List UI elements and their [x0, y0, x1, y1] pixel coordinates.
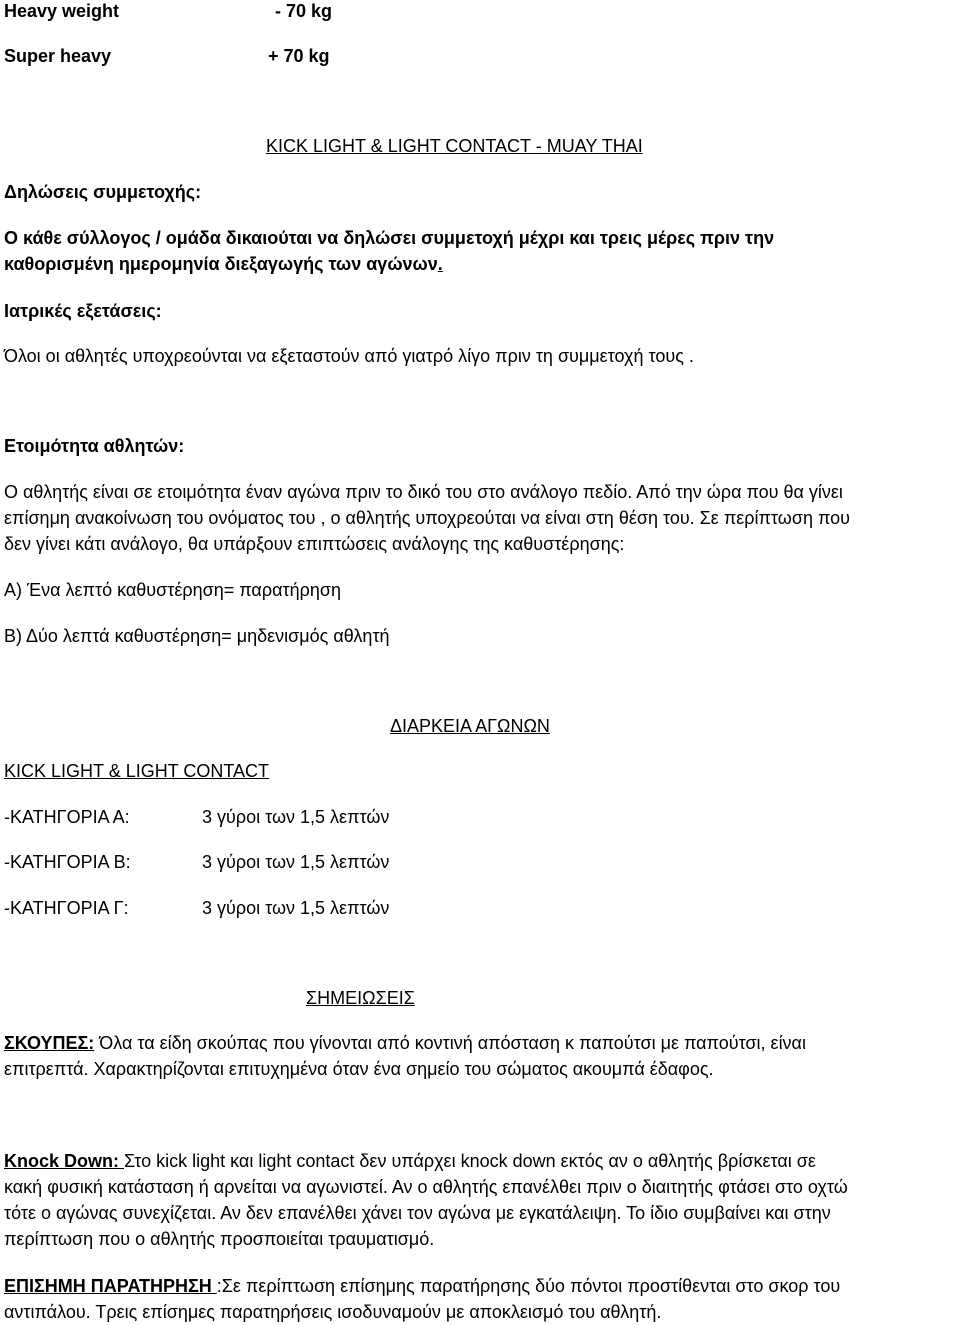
declarations-line-end: .: [437, 254, 443, 274]
official-note-line: [4, 1276, 840, 1296]
knockdown-line: τότε ο αγώνας συνεχίζεται. Αν δεν επανέλθει χάνει τον αγώνα με εγκατάλειψη. Το ίδιο συμβαίνει και στην: [4, 1203, 831, 1223]
section-title: KICK LIGHT & LIGHT CONTACT - MUAY THAI: [266, 136, 643, 156]
category-rounds: 3 γύροι των 1,5 λεπτών: [202, 898, 390, 918]
official-note-label: ΕΠΙΣΗΜΗ ΠΑΡΑΤΗΡΗΣΗ: [4, 1276, 217, 1296]
penalty-item: Β) Δύο λεπτά καθυστέρηση= μηδενισμός αθλητή: [4, 626, 390, 646]
weight-class-label: Super heavy: [4, 46, 112, 66]
weight-class-value: - 70 kg: [275, 1, 333, 21]
medical-heading: Ιατρικές εξετάσεις:: [4, 301, 162, 321]
knockdown-line: περίπτωση που ο αθλητής προσποιείται τραυματισμό.: [4, 1229, 435, 1249]
declarations-line-text: καθορισμένη ημερομηνία διεξαγωγής των αγώνων: [4, 254, 438, 274]
readiness-line: δεν γίνει κάτι ανάλογο, θα υπάρξουν επιπτώσεις ανάλογης της καθυστέρησης:: [4, 534, 625, 554]
weight-class-value: + 70 kg: [268, 46, 330, 66]
knockdown-line: [4, 1151, 816, 1171]
sweeps-text: Όλα τα είδη σκούπας που γίνονται από κοντινή απόσταση κ παπούτσι με παπούτσι, είναι: [94, 1033, 806, 1053]
sweeps-line: [4, 1033, 806, 1053]
category-rounds: 3 γύροι των 1,5 λεπτών: [202, 807, 390, 827]
penalty-item: Α) Ένα λεπτό καθυστέρηση= παρατήρηση: [4, 580, 341, 600]
official-note-text: :Σε περίπτωση επίσημης παρατήρησης δύο πόντοι προστίθενται στο σκορ του: [216, 1276, 841, 1296]
category-label: -ΚΑΤΗΓΟΡΙΑ Α:: [4, 807, 130, 827]
declarations-heading: Δηλώσεις συμμετοχής:: [4, 182, 202, 202]
readiness-line: επίσημη ανακοίνωση του ονόματος του , ο αθλητής υποχρεούται να είναι στη θέση του. Σε περίπτωση που: [4, 508, 850, 528]
sweeps-line: επιτρεπτά. Χαρακτηρίζονται επιτυχημένα όταν ένα σημείο του σώματος ακουμπά έδαφος.: [4, 1059, 714, 1079]
category-label: -ΚΑΤΗΓΟΡΙΑ Β:: [4, 852, 131, 872]
readiness-heading: Ετοιμότητα αθλητών:: [4, 436, 185, 456]
official-note-line: αντιπάλου. Τρεις επίσημες παρατηρήσεις ισοδυναμούν με αποκλεισμό του αθλητή.: [4, 1302, 662, 1322]
duration-subheading: KICK LIGHT & LIGHT CONTACT: [4, 761, 270, 781]
readiness-line: Ο αθλητής είναι σε ετοιμότητα έναν αγώνα πριν το δικό του στο ανάλογο πεδίο. Από την ώρα που θα γίνει: [4, 482, 843, 502]
duration-heading: ΔΙΑΡΚΕΙΑ ΑΓΩΝΩΝ: [390, 716, 550, 736]
weight-class-label: Heavy weight: [4, 1, 120, 21]
medical-text: Όλοι οι αθλητές υποχρεούνται να εξεταστούν από γιατρό λίγο πριν τη συμμετοχή τους .: [4, 346, 694, 366]
knockdown-text: Στο kick light και light contact δεν υπάρχει knock down εκτός αν ο αθλητής βρίσκεται σε: [124, 1151, 816, 1171]
knockdown-line: κακή φυσική κατάσταση ή αρνείται να αγωνιστεί. Αν ο αθλητής επανέλθει πριν ο διαιτητής φτάσει στο οχτώ: [4, 1177, 848, 1197]
category-rounds: 3 γύροι των 1,5 λεπτών: [202, 852, 390, 872]
declarations-line: Ο κάθε σύλλογος / ομάδα δικαιούται να δηλώσει συμμετοχή μέχρι και τρεις μέρες πριν την: [4, 228, 775, 248]
knockdown-label: Knock Down:: [4, 1151, 124, 1171]
sweeps-label: ΣΚΟΥΠΕΣ:: [4, 1033, 95, 1053]
notes-heading: ΣΗΜΕΙΩΣΕΙΣ: [306, 988, 415, 1008]
category-label: -ΚΑΤΗΓΟΡΙΑ Γ:: [4, 898, 129, 918]
declarations-line: [4, 254, 443, 274]
